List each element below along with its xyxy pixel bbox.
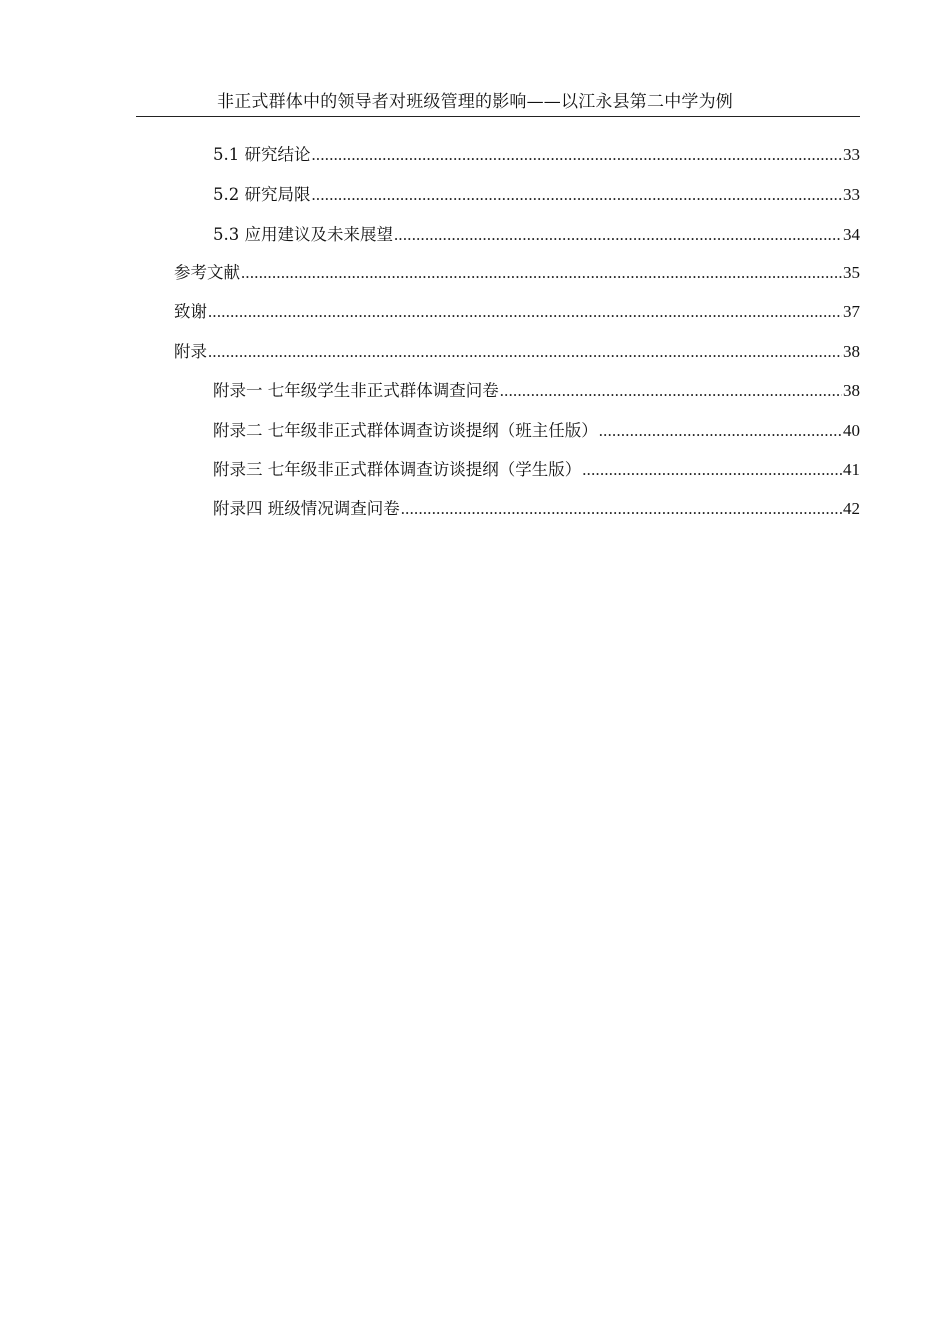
toc-dot-leader [500,379,842,403]
toc-page-number: 33 [843,185,860,204]
toc-entry[interactable] [213,379,860,403]
toc-entry[interactable] [213,458,860,482]
toc-entry[interactable] [213,143,860,167]
toc-entry[interactable] [174,261,860,285]
toc-page-number: 41 [843,460,860,479]
toc-page-number: 42 [843,499,860,518]
toc-page-number: 34 [843,225,860,244]
toc-entry[interactable] [213,497,860,521]
toc-entry[interactable] [174,300,860,324]
toc-entry-label: 参考文献 [174,263,240,282]
toc-dot-leader [312,143,843,167]
toc-page-number: 38 [843,381,860,400]
toc-entry-label: 附录四 班级情况调查问卷 [213,499,400,518]
toc-page-number: 37 [843,302,860,321]
toc-entry-label: 附录二 七年级非正式群体调查访谈提纲（班主任版） [213,421,598,440]
toc-dot-leader [599,419,842,443]
toc-dot-leader [241,261,842,285]
toc-dot-leader [582,458,842,482]
toc-dot-leader [394,223,842,247]
toc-entry-label: 附录一 七年级学生非正式群体调查问卷 [213,381,499,400]
toc-entry-label: 附录三 七年级非正式群体调查访谈提纲（学生版） [213,460,582,479]
toc-dot-leader [312,183,843,207]
toc-page-number: 33 [843,145,860,164]
header-rule [136,116,860,117]
toc-entry[interactable] [213,183,860,207]
toc-page-number: 38 [843,342,860,361]
toc-dot-leader [401,497,842,521]
toc-entry-label: 5.1 研究结论 [213,145,311,164]
running-header: 非正式群体中的领导者对班级管理的影响——以江永县第二中学为例 [217,92,733,112]
toc-page-number: 40 [843,421,860,440]
toc-entry-label: 附录 [174,342,207,361]
toc-entry-label: 5.2 研究局限 [213,185,311,204]
toc-dot-leader [208,300,842,324]
toc-dot-leader [208,340,842,364]
toc-entry[interactable] [213,419,860,443]
toc-entry-label: 5.3 应用建议及未来展望 [213,225,393,244]
toc-entry[interactable] [174,340,860,364]
toc-entry-label: 致谢 [174,302,207,321]
toc-page-number: 35 [843,263,860,282]
toc-entry[interactable] [213,223,860,247]
